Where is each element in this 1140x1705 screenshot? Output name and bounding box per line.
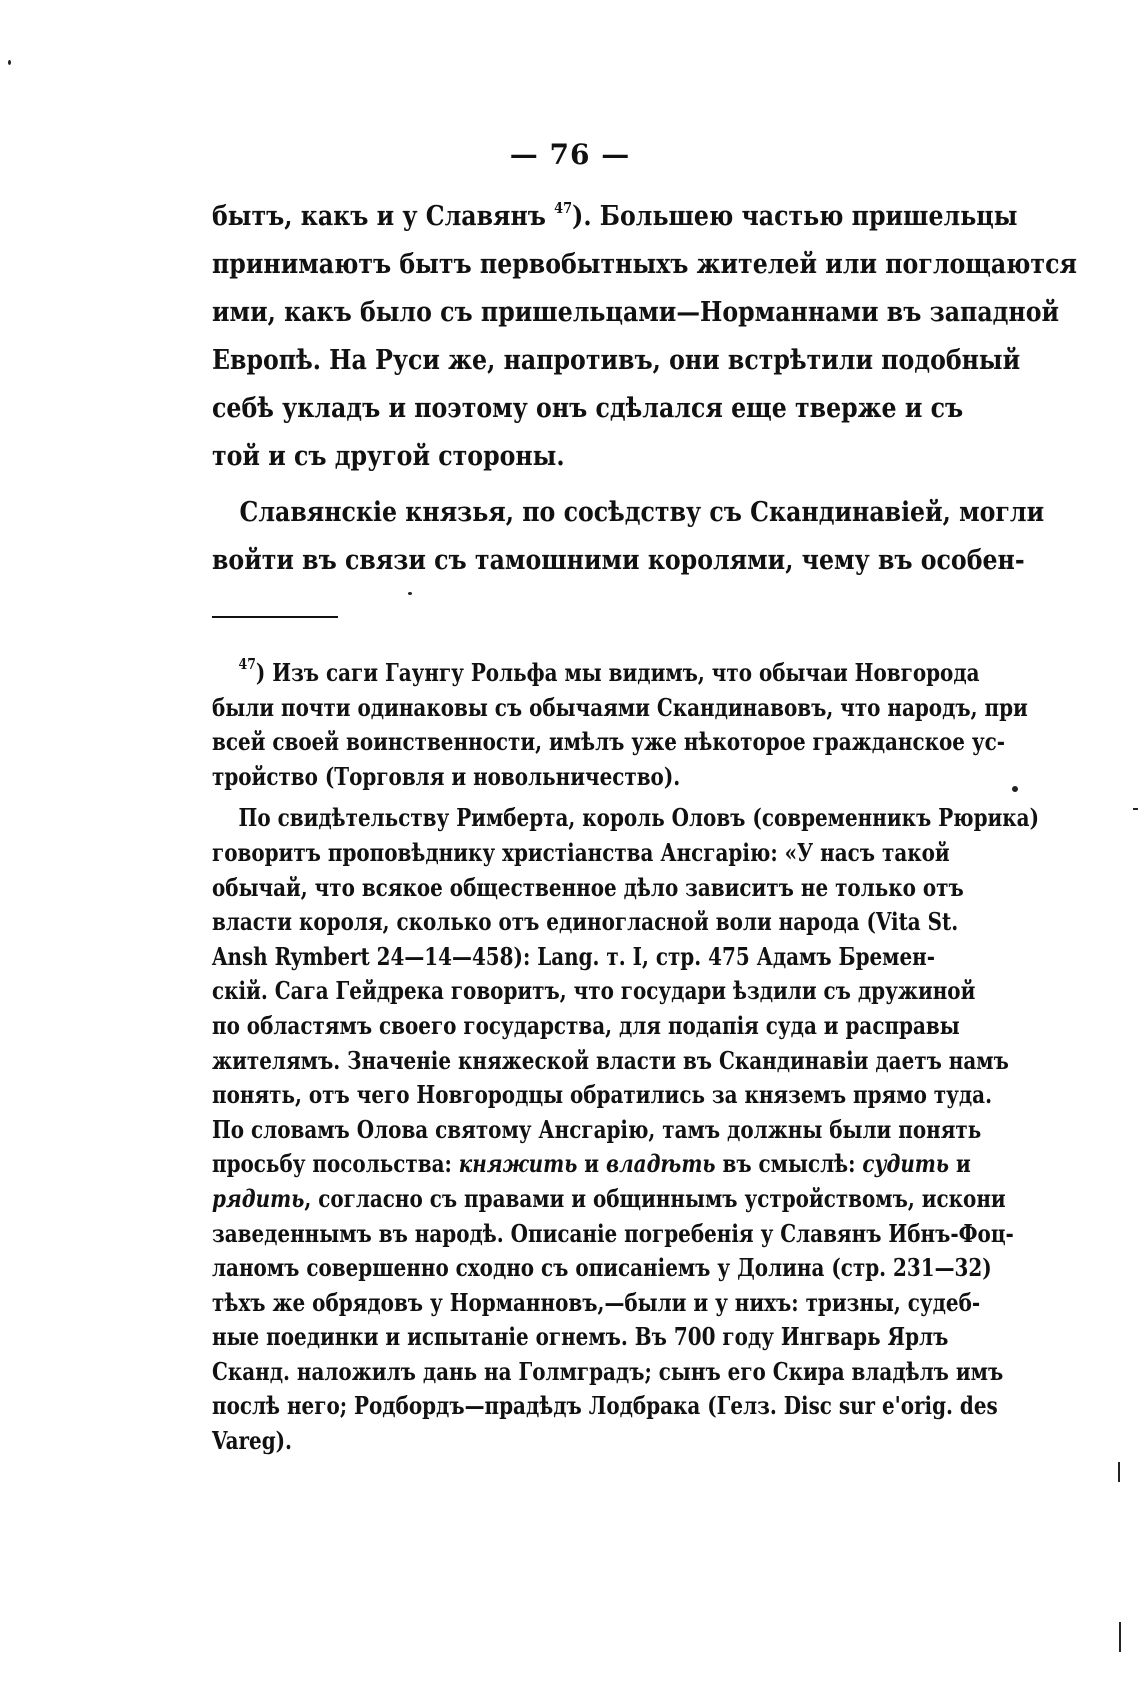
text-fragment: и (577, 1149, 607, 1179)
italic-term: судить (862, 1149, 950, 1179)
text-line: жителямъ. Значеніе княжеской власти въ Скандинавіи даетъ намъ (212, 1045, 1009, 1075)
text-line: той и съ другой стороны. (212, 440, 565, 472)
text-line: по областямъ своего государства, для подапія суда и расправы (212, 1010, 960, 1040)
text-line: ими, какъ было съ пришельцами—Норманнами въ западной (212, 296, 1060, 328)
text-line: По свидѣтельству Римберта, король Оловъ (современникъ Рюрика) (238, 803, 1040, 833)
italic-term: владѣть (606, 1149, 716, 1179)
text-line: Европѣ. На Руси же, напротивъ, они встрѣтили подобный (212, 344, 1021, 376)
text-line: ные поединки и испытаніе огнемъ. Въ 700 году Ингварь Ярлъ (212, 1322, 949, 1352)
text-line (212, 1147, 971, 1182)
text-line: Сканд. наложилъ дань на Голмградъ; сынъ его Скира владѣлъ имъ (212, 1356, 1004, 1386)
footnotes (212, 655, 1040, 1459)
text-fragment: бытъ, какъ и у Славянъ (212, 200, 546, 232)
scan-speck (1133, 808, 1138, 810)
text-line: тройство (Торговля и новольничество). (212, 761, 681, 791)
text-line (212, 1182, 1006, 1217)
text-line: Vareg). (212, 1426, 292, 1456)
text-line: Ansh Rymbert 24—14—458): Lang. т. I, стр. 475 Адамъ Бремен- (212, 941, 935, 971)
text-fragment: , согласно съ правами и общиннымъ устройствомъ, искони (304, 1183, 1006, 1213)
paragraph-2 (212, 488, 1045, 584)
scan-speck (1118, 1462, 1120, 1482)
text-line: скій. Сага Гейдрека говоритъ, что государи ѣздили съ дружиной (212, 976, 976, 1006)
text-line: послѣ него; Родбордъ—прадѣдъ Лодбрака (Гелз. Disc sur e'orig. des (212, 1391, 998, 1421)
text-line: ланомъ совершенно сходно съ описаніемъ у Долина (стр. 231—32) (212, 1253, 992, 1283)
text-line: заведеннымъ въ народѣ. Описаніе погребенія у Славянъ Ибнъ-Фоц- (212, 1218, 1014, 1248)
text-line: понять, отъ чего Новгородцы обратились за княземъ прямо туда. (212, 1080, 993, 1110)
text-fragment: ) Изъ саги Гаунгу Рольфа мы видимъ, что обычаи Новгорода (255, 658, 980, 687)
text-fragment: просьбу посольства: (212, 1149, 459, 1179)
text-line: обычай, что всякое общественное дѣло зависитъ не только отъ (212, 872, 964, 902)
text-line: власти короля, сколько отъ единогласной воли народа (Vita St. (212, 907, 959, 937)
text-line: были почти одинаковы съ обычаями Скандинавовъ, что народъ, при (212, 692, 1028, 722)
main-text (212, 192, 1077, 584)
text-line: всей своей воинственности, имѣлъ уже нѣкоторое гражданское ус- (212, 727, 1006, 757)
text-line: принимаютъ бытъ первобытныхъ жителей или поглощаются (212, 248, 1077, 280)
text-line: тѣхъ же обрядовъ у Норманновъ,—были и у нихъ: тризны, судеб- (212, 1287, 981, 1317)
text-fragment: въ смыслѣ: (715, 1149, 863, 1179)
text-line: По словамъ Олова святому Ансгарію, тамъ должны были понять (212, 1114, 982, 1144)
scan-speck (8, 60, 11, 65)
text-line: говоритъ проповѣднику христіанства Ансгарію: «У насъ такой (212, 837, 950, 867)
italic-term: рядить (212, 1183, 305, 1213)
text-line: себѣ укладъ и поэтому онъ сдѣлался еще тверже и съ (212, 392, 964, 424)
text-line (212, 655, 980, 691)
text-line: Славянскіе князья, по сосѣдству съ Скандинавіей, могли (239, 496, 1045, 528)
footnote-47-continued (212, 801, 1040, 1458)
scan-speck (1012, 786, 1018, 792)
text-line (212, 192, 1018, 240)
text-line: войти въ связи съ тамошними королями, чему въ особен- (212, 544, 1025, 576)
footnote-divider (212, 616, 338, 618)
scan-speck (408, 592, 412, 595)
footnote-marker: 47 (238, 655, 256, 673)
scan-speck (1119, 1622, 1121, 1652)
italic-term: княжить (458, 1149, 578, 1179)
footnote-ref[interactable]: 47 (554, 199, 573, 217)
page-number: — 76 — (509, 138, 631, 171)
footnote-47 (212, 655, 1028, 794)
text-fragment: и (949, 1149, 971, 1179)
text-fragment: ). Большею частью пришельцы (572, 200, 1018, 232)
paragraph-1 (212, 192, 1077, 480)
